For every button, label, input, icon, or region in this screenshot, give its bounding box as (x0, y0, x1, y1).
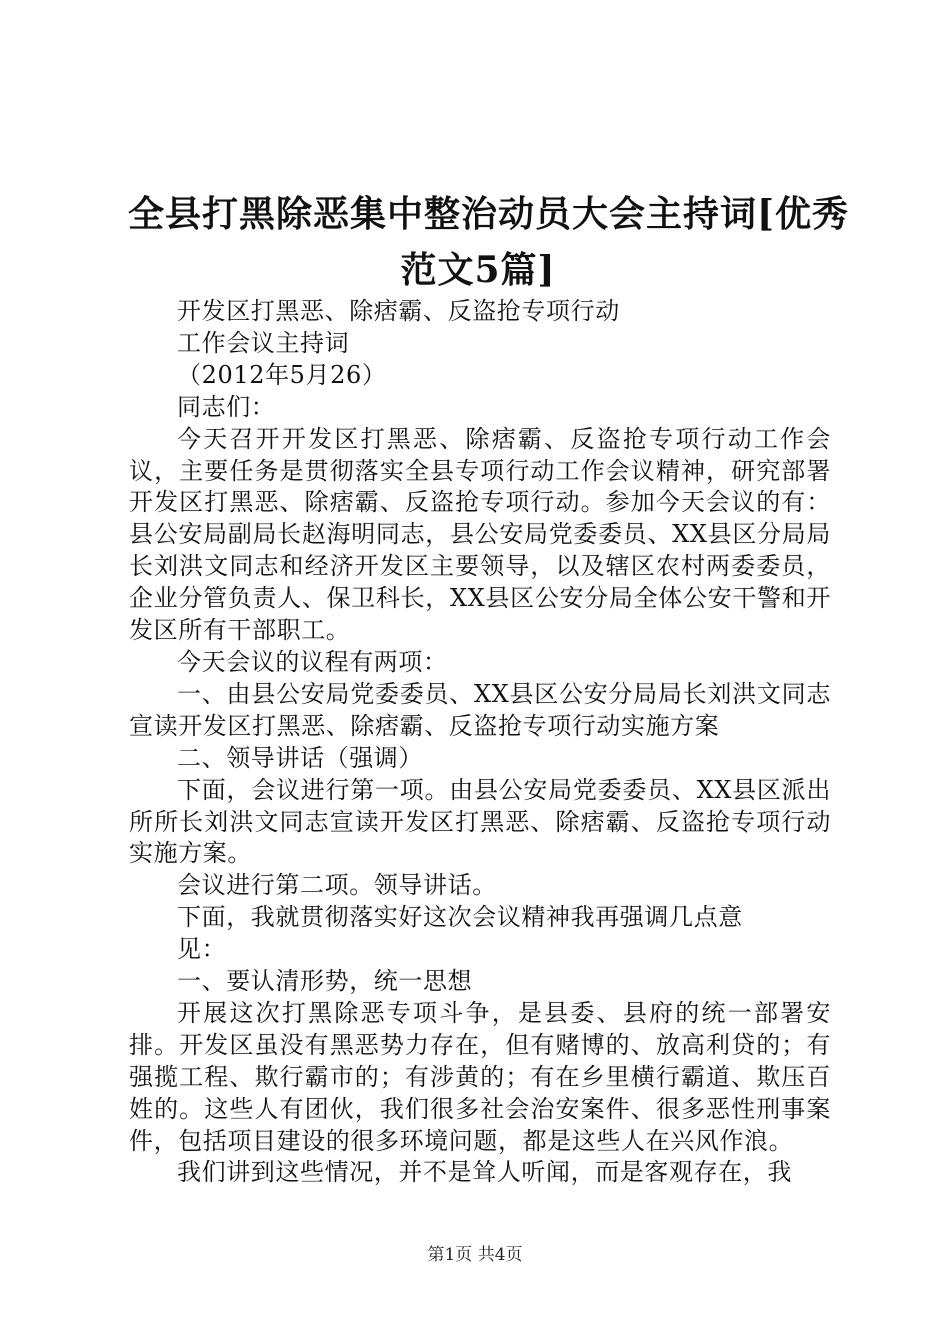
section-heading: 一、要认清形势，统一思想 (177, 967, 473, 996)
paragraph: 今天召开开发区打黑恶、除痞霸、反盗抢专项行动工作会议，主要任务是贯彻落实全县专项行动工作会议精神，研究部署开发区打黑恶、除痞霸、反盗抢专项行动。参加今天会议的有：县公安局副局长赵海明同志，县公安局党委委员、XX县区分局局长刘洪文同志和经济开发区主要领导，以及辖区农村两委委员，企业分管负责人、保卫科长，XX县区公安分局全体公安干警和开发区所有干部职工。 (129, 424, 831, 645)
paragraph-continuation: 见： (177, 935, 227, 964)
agenda-item-2: 二、领导讲话（强调） (177, 743, 423, 772)
date-line: （2012年5月26） (177, 360, 387, 389)
title-line-2: 范文5篇] (400, 249, 556, 291)
document-body (129, 296, 831, 1189)
subtitle-line-1: 开发区打黑恶、除痞霸、反盗抢专项行动 (177, 297, 620, 325)
paragraph: 下面，会议进行第一项。由县公安局党委委员、XX县区派出所所长刘洪文同志宣读开发区打黑恶、除痞霸、反盗抢专项行动实施方案。 (129, 775, 831, 868)
paragraph: 开展这次打黑除恶专项斗争，是县委、县府的统一部署安排。开发区虽没有黑恶势力存在，但有赌博的、放高利贷的；有强揽工程、欺行霸市的；有涉黄的；有在乡里横行霸道、欺压百姓的。这些人有团伙，我们很多社会治安案件、很多恶性刑事案件，包括项目建设的很多环境问题，都是这些人在兴风作浪。 (129, 998, 831, 1155)
page-footer: 第1页 共4页 (427, 1245, 523, 1265)
document-title (128, 186, 850, 298)
paragraph: 会议进行第二项。领导讲话。 (177, 871, 497, 900)
paragraph: 下面，我就贯彻落实好这次会议精神我再强调几点意 (177, 903, 743, 932)
agenda-item-1: 一、由县公安局党委委员、XX县区公安分局局长刘洪文同志宣读开发区打黑恶、除痞霸、反盗抢专项行动实施方案 (129, 679, 831, 740)
salutation: 同志们： (177, 392, 276, 421)
paragraph: 今天会议的议程有两项： (177, 647, 448, 676)
title-line-1: 全县打黑除恶集中整治动员大会主持词[优秀 (128, 193, 850, 235)
paragraph: 我们讲到这些情况，并不是耸人听闻，而是客观存在，我 (177, 1158, 792, 1187)
subtitle-line-2: 工作会议主持词 (177, 328, 350, 357)
